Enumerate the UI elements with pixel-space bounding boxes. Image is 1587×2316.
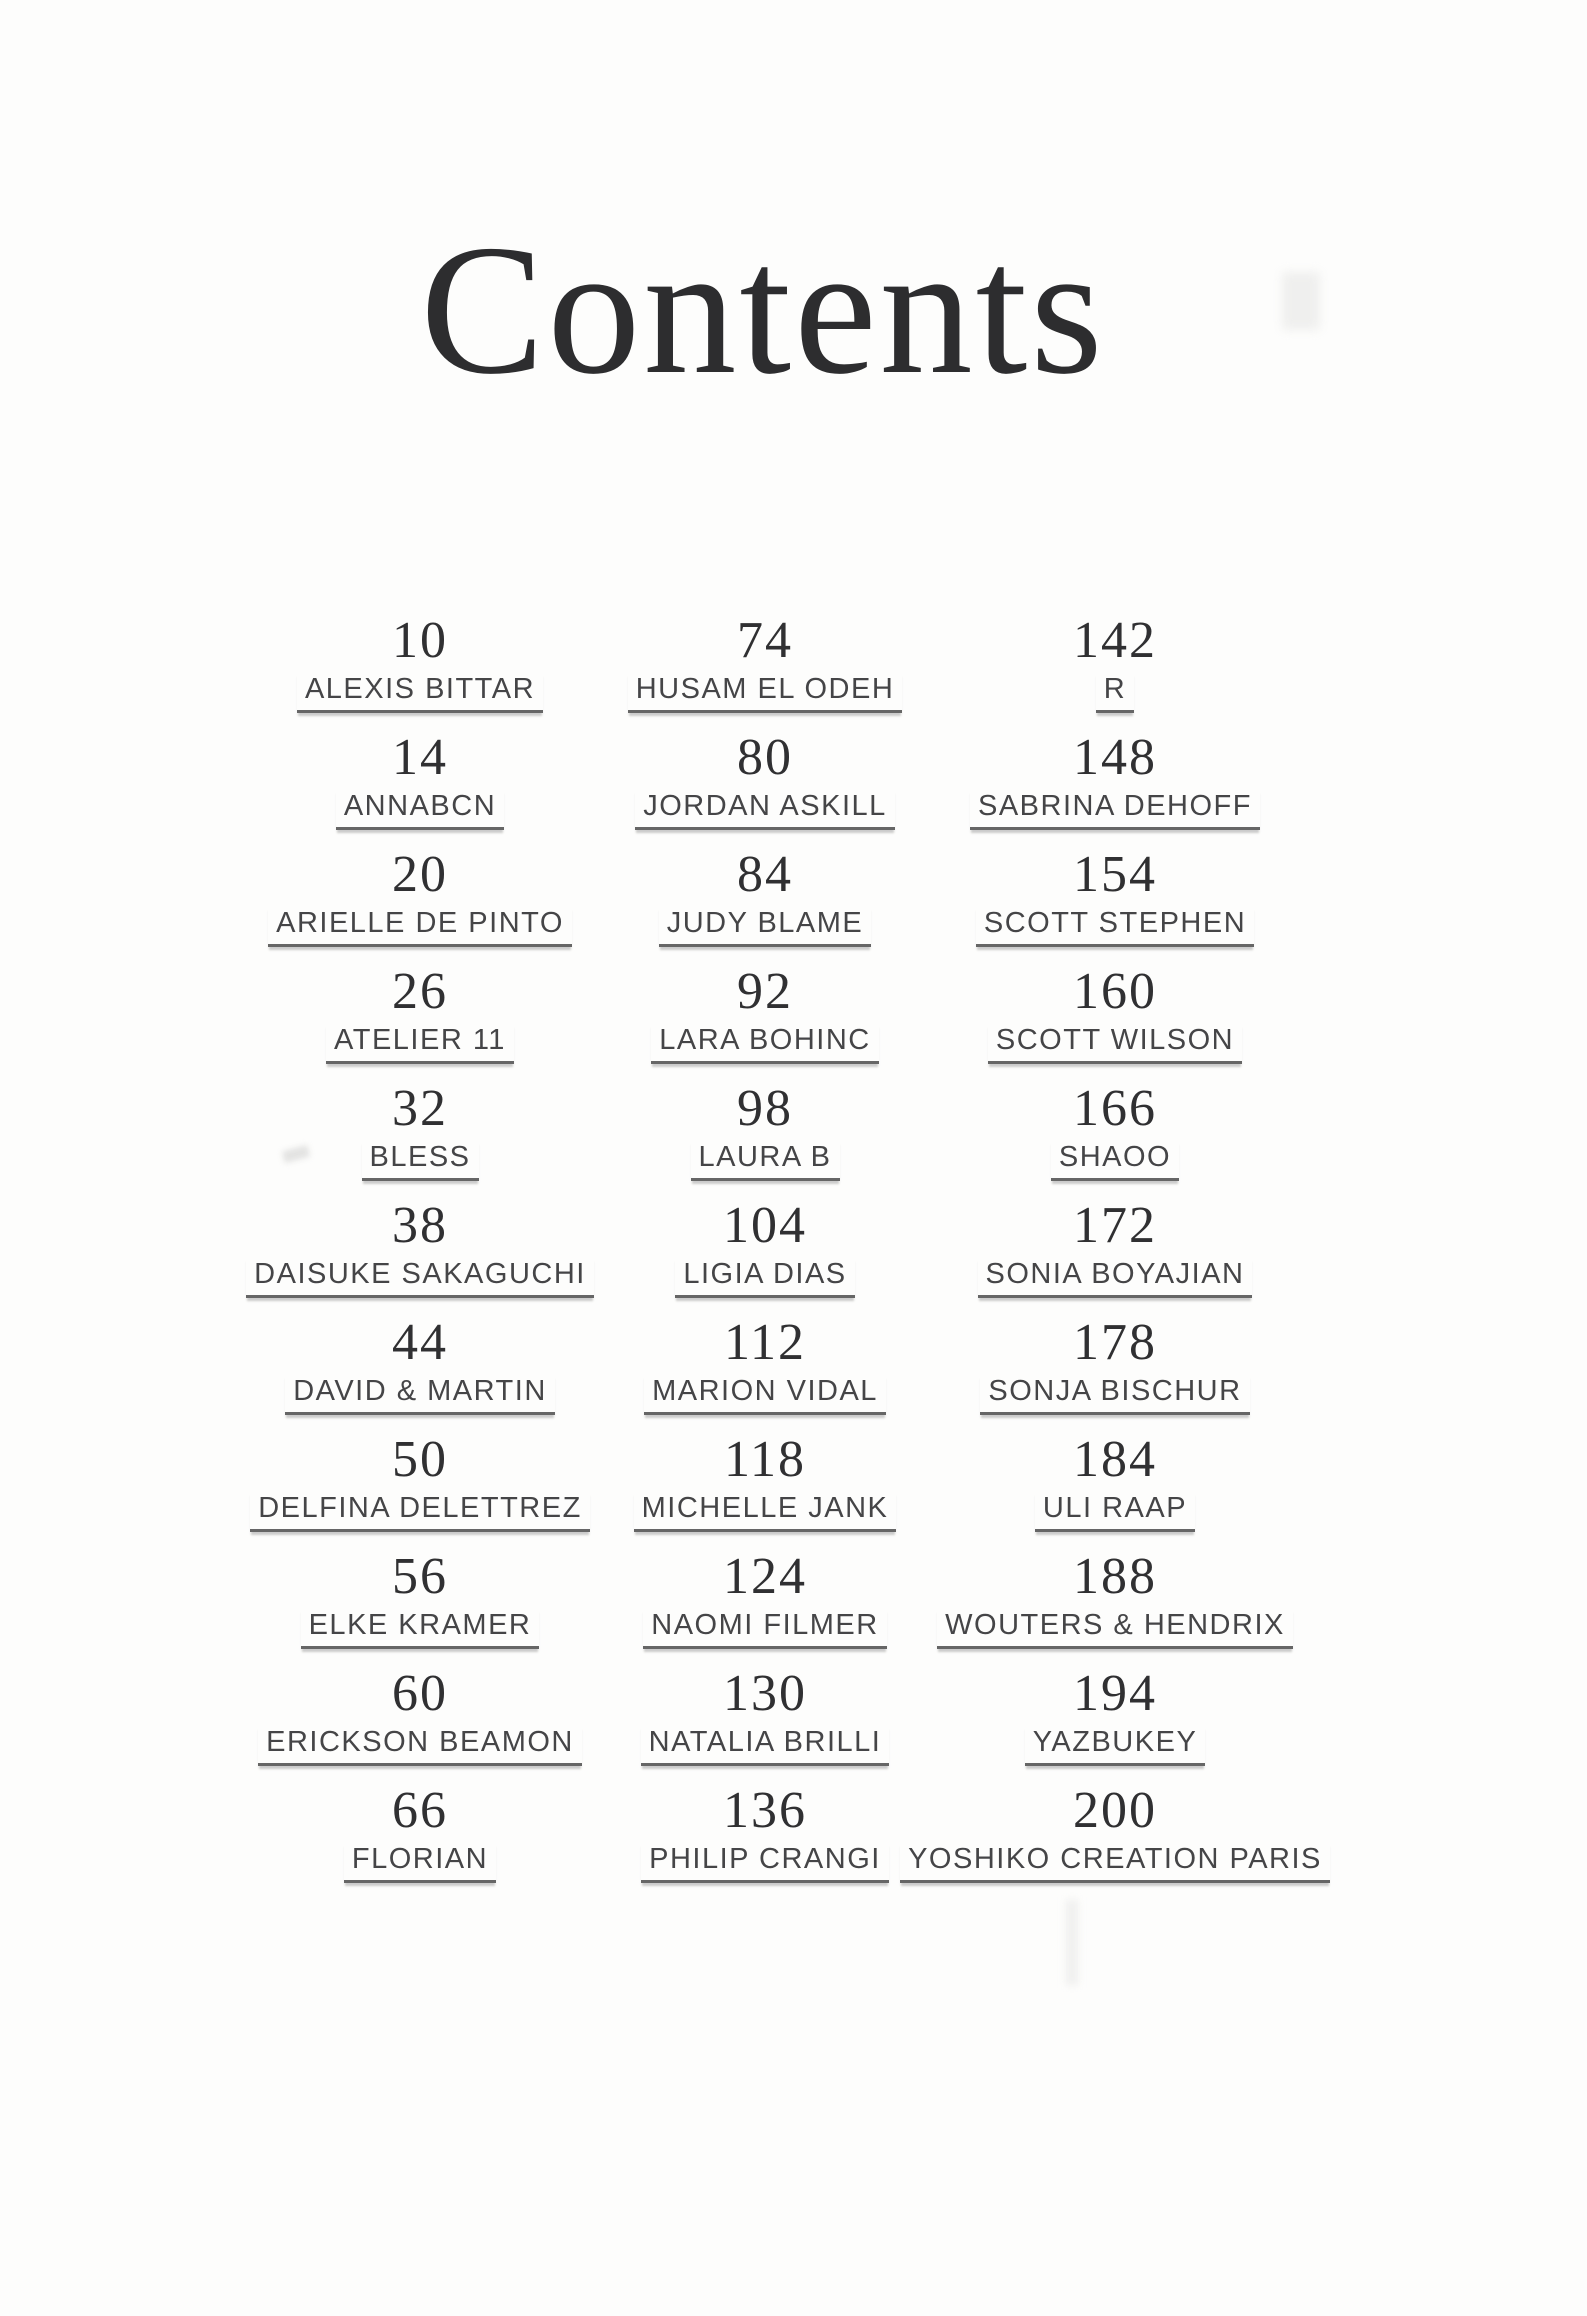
entry-page-number: 98: [737, 1080, 793, 1137]
entry-designer-name: LARA BOHINC: [651, 1023, 879, 1064]
entry-designer-name: SCOTT STEPHEN: [976, 906, 1254, 947]
entry-designer-name: ATELIER 11: [326, 1023, 514, 1064]
entry-page-number: 26: [392, 963, 448, 1020]
entry-designer-name: ULI RAAP: [1035, 1491, 1195, 1532]
toc-entry: [865, 1197, 1365, 1314]
entry-name-underline: [988, 1023, 1242, 1064]
scan-artifact: [1066, 1900, 1078, 1985]
entry-designer-name: YOSHIKO CREATION PARIS: [900, 1842, 1330, 1883]
entry-designer-name: ARIELLE DE PINTO: [268, 906, 572, 947]
entry-name-underline: [641, 1725, 890, 1766]
entry-designer-name: YAZBUKEY: [1025, 1725, 1206, 1766]
entry-page-number: 38: [392, 1197, 448, 1254]
entry-name-underline: [344, 1842, 496, 1883]
entry-designer-name: NATALIA BRILLI: [641, 1725, 890, 1766]
toc-entry: [865, 1548, 1365, 1665]
entry-page-number: 92: [737, 963, 793, 1020]
entry-page-number: 50: [392, 1431, 448, 1488]
entry-name-underline: [976, 906, 1254, 947]
toc-entry: [865, 1314, 1365, 1431]
entry-name-underline: [634, 1491, 897, 1532]
entry-designer-name: LAURA B: [691, 1140, 840, 1181]
entry-designer-name: LIGIA DIAS: [675, 1257, 854, 1298]
entry-designer-name: ELKE KRAMER: [301, 1608, 540, 1649]
entry-designer-name: SONIA BOYAJIAN: [978, 1257, 1253, 1298]
entry-name-underline: [970, 789, 1260, 830]
entry-page-number: 32: [392, 1080, 448, 1137]
entry-page-number: 10: [392, 612, 448, 669]
entry-name-underline: [937, 1608, 1293, 1649]
entry-page-number: 136: [723, 1782, 807, 1839]
entry-designer-name: SONJA BISCHUR: [980, 1374, 1249, 1415]
entry-page-number: 178: [1073, 1314, 1157, 1371]
entry-name-underline: [297, 672, 543, 713]
toc-entry: [865, 963, 1365, 1080]
entry-name-underline: [326, 1023, 514, 1064]
toc-entry: [865, 1080, 1365, 1197]
toc-entry: [865, 846, 1365, 963]
entry-designer-name: JORDAN ASKILL: [635, 789, 895, 830]
entry-page-number: 130: [723, 1665, 807, 1722]
entry-name-underline: [691, 1140, 840, 1181]
entry-page-number: 56: [392, 1548, 448, 1605]
entry-designer-name: NAOMI FILMER: [643, 1608, 886, 1649]
entry-page-number: 184: [1073, 1431, 1157, 1488]
entry-name-underline: [644, 1374, 886, 1415]
entry-page-number: 84: [737, 846, 793, 903]
entry-designer-name: HUSAM EL ODEH: [628, 672, 903, 713]
entry-name-underline: [635, 789, 895, 830]
entry-designer-name: SCOTT WILSON: [988, 1023, 1242, 1064]
entry-page-number: 124: [723, 1548, 807, 1605]
entry-designer-name: ERICKSON BEAMON: [258, 1725, 582, 1766]
entry-page-number: 104: [723, 1197, 807, 1254]
entry-designer-name: R: [1096, 672, 1134, 713]
entry-name-underline: [301, 1608, 540, 1649]
entry-page-number: 160: [1073, 963, 1157, 1020]
entry-designer-name: MARION VIDAL: [644, 1374, 886, 1415]
entry-designer-name: ALEXIS BITTAR: [297, 672, 543, 713]
entry-page-number: 14: [392, 729, 448, 786]
toc-entry: [865, 1665, 1365, 1782]
entry-name-underline: [1035, 1491, 1195, 1532]
entry-designer-name: BLESS: [362, 1140, 479, 1181]
entry-designer-name: DAISUKE SAKAGUCHI: [246, 1257, 594, 1298]
entry-page-number: 112: [723, 1314, 807, 1371]
toc-column-3: [865, 612, 1365, 1899]
entry-page-number: 200: [1073, 1782, 1157, 1839]
entry-designer-name: DAVID & MARTIN: [285, 1374, 555, 1415]
entry-page-number: 118: [723, 1431, 807, 1488]
page-title: Contents: [420, 207, 1106, 413]
entry-name-underline: [900, 1842, 1330, 1883]
entry-page-number: 142: [1073, 612, 1157, 669]
entry-designer-name: JUDY BLAME: [659, 906, 872, 947]
entry-page-number: 148: [1073, 729, 1157, 786]
entry-name-underline: [362, 1140, 479, 1181]
entry-page-number: 60: [392, 1665, 448, 1722]
scan-artifact: [1282, 272, 1320, 330]
entry-name-underline: [336, 789, 504, 830]
toc-entry: [865, 729, 1365, 846]
toc-entry: [865, 612, 1365, 729]
toc-entry: [865, 1431, 1365, 1548]
entry-designer-name: ANNABCN: [336, 789, 504, 830]
entry-page-number: 188: [1073, 1548, 1157, 1605]
entry-name-underline: [659, 906, 872, 947]
entry-page-number: 154: [1073, 846, 1157, 903]
entry-designer-name: FLORIAN: [344, 1842, 496, 1883]
entry-page-number: 80: [737, 729, 793, 786]
entry-name-underline: [651, 1023, 879, 1064]
entry-name-underline: [978, 1257, 1253, 1298]
entry-name-underline: [643, 1608, 886, 1649]
entry-name-underline: [675, 1257, 854, 1298]
entry-page-number: 66: [392, 1782, 448, 1839]
entry-designer-name: MICHELLE JANK: [634, 1491, 897, 1532]
entry-designer-name: SABRINA DEHOFF: [970, 789, 1260, 830]
entry-designer-name: DELFINA DELETTREZ: [250, 1491, 590, 1532]
toc-entry: [865, 1782, 1365, 1899]
entry-page-number: 20: [392, 846, 448, 903]
entry-page-number: 166: [1073, 1080, 1157, 1137]
entry-name-underline: [1025, 1725, 1206, 1766]
entry-name-underline: [628, 672, 903, 713]
entry-name-underline: [980, 1374, 1249, 1415]
entry-page-number: 44: [392, 1314, 448, 1371]
entry-name-underline: [641, 1842, 889, 1883]
entry-name-underline: [1051, 1140, 1179, 1181]
entry-page-number: 194: [1073, 1665, 1157, 1722]
entry-designer-name: PHILIP CRANGI: [641, 1842, 889, 1883]
entry-designer-name: WOUTERS & HENDRIX: [937, 1608, 1293, 1649]
entry-page-number: 172: [1073, 1197, 1157, 1254]
entry-designer-name: SHAOO: [1051, 1140, 1179, 1181]
entry-page-number: 74: [737, 612, 793, 669]
entry-name-underline: [1096, 672, 1134, 713]
